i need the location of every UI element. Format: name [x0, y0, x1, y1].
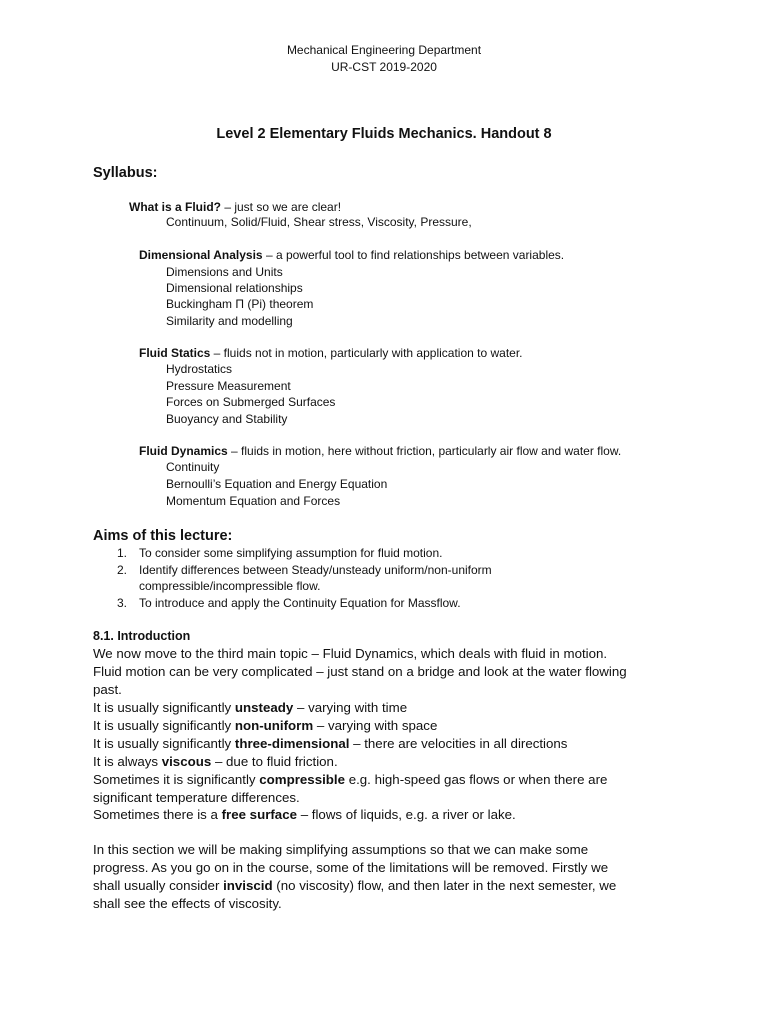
text: It is always	[93, 754, 162, 769]
intro-heading: 8.1. Introduction	[93, 629, 191, 643]
syllabus-item: Continuity	[166, 460, 220, 474]
year-header: UR-CST 2019-2020	[331, 60, 437, 74]
section-title: Fluid Dynamics	[139, 444, 228, 458]
text: (no viscosity) flow, and then later in the next semester, we	[272, 878, 617, 893]
text: Sometimes there is a	[93, 807, 222, 822]
text: – there are velocities in all directions	[349, 736, 568, 751]
aims-heading: Aims of this lecture:	[93, 528, 233, 544]
section-desc: – fluids not in motion, particularly with application to water.	[210, 346, 523, 360]
section-desc: – a powerful tool to find relationships between variables.	[262, 248, 565, 262]
aim-item-cont: compressible/incompressible flow.	[139, 579, 321, 593]
syllabus-heading: Syllabus:	[93, 165, 158, 181]
intro-line: In this section we will be making simplifying assumptions so that we can make some	[93, 842, 589, 857]
intro-inviscid	[93, 879, 616, 892]
syllabus-item: Dimensional relationships	[166, 281, 303, 295]
text: – flows of liquids, e.g. a river or lake.	[297, 807, 516, 822]
text: shall usually consider	[93, 878, 224, 893]
text: It is usually significantly	[93, 718, 235, 733]
syllabus-item: Pressure Measurement	[166, 379, 291, 393]
section-title: Dimensional Analysis	[139, 248, 263, 262]
syllabus-item: Momentum Equation and Forces	[166, 494, 341, 508]
bold-term: compressible	[259, 772, 345, 787]
intro-unsteady	[93, 701, 407, 714]
aim-number: 2.	[117, 563, 128, 577]
bold-term: non-uniform	[234, 718, 314, 733]
document-title: Level 2 Elementary Fluids Mechanics. Handout 8	[216, 126, 552, 142]
bold-term: three-dimensional	[234, 736, 350, 751]
aim-item: Identify differences between Steady/unsteady uniform/non-uniform	[139, 563, 492, 577]
bold-term: inviscid	[223, 878, 273, 893]
text: – varying with space	[313, 718, 438, 733]
syllabus-section-dynamics	[139, 445, 621, 457]
text: It is usually significantly	[93, 700, 235, 715]
department-header: Mechanical Engineering Department	[286, 43, 482, 57]
syllabus-item: Buckingham Π (Pi) theorem	[166, 297, 314, 311]
aim-number: 3.	[117, 596, 128, 610]
aim-item: To consider some simplifying assumption for fluid motion.	[139, 546, 443, 560]
intro-line: significant temperature differences.	[93, 790, 300, 805]
syllabus-item: Continuum, Solid/Fluid, Shear stress, Viscosity, Pressure,	[166, 215, 472, 229]
section-title: What is a Fluid?	[129, 200, 221, 214]
syllabus-item: Hydrostatics	[166, 362, 233, 376]
text: – due to fluid friction.	[211, 754, 338, 769]
syllabus-item: Similarity and modelling	[166, 314, 293, 328]
aim-item: To introduce and apply the Continuity Equation for Massflow.	[139, 596, 461, 610]
syllabus-item: Buoyancy and Stability	[166, 412, 288, 426]
syllabus-item: Forces on Submerged Surfaces	[166, 395, 336, 409]
intro-line: We now move to the third main topic – Fluid Dynamics, which deals with fluid in motion.	[93, 646, 608, 661]
intro-line: past.	[93, 682, 122, 697]
bold-term: unsteady	[234, 700, 294, 715]
intro-line: Fluid motion can be very complicated – just stand on a bridge and look at the water flowing	[93, 664, 627, 679]
intro-viscous	[93, 755, 338, 768]
syllabus-section-fluid	[129, 201, 341, 213]
aim-number: 1.	[117, 546, 128, 560]
bold-term: viscous	[161, 754, 212, 769]
text: It is usually significantly	[93, 736, 235, 751]
section-title: Fluid Statics	[139, 346, 211, 360]
text: Sometimes it is significantly	[93, 772, 260, 787]
syllabus-item: Dimensions and Units	[166, 265, 283, 279]
intro-freesurface	[93, 808, 516, 821]
intro-line: progress. As you go on in the course, some of the limitations will be removed. Firstly we	[93, 860, 609, 875]
section-desc: – just so we are clear!	[221, 200, 342, 214]
text: e.g. high-speed gas flows or when there are	[345, 772, 608, 787]
text: – varying with time	[293, 700, 408, 715]
intro-threed	[93, 737, 567, 750]
intro-nonuniform	[93, 719, 437, 732]
bold-term: free surface	[221, 807, 297, 822]
section-desc: – fluids in motion, here without friction, particularly air flow and water flow.	[227, 444, 622, 458]
intro-line: shall see the effects of viscosity.	[93, 896, 282, 911]
syllabus-item: Bernoulli’s Equation and Energy Equation	[166, 477, 388, 491]
syllabus-section-statics	[139, 347, 523, 359]
syllabus-section-dimensional	[139, 249, 564, 261]
intro-compressible	[93, 773, 607, 786]
